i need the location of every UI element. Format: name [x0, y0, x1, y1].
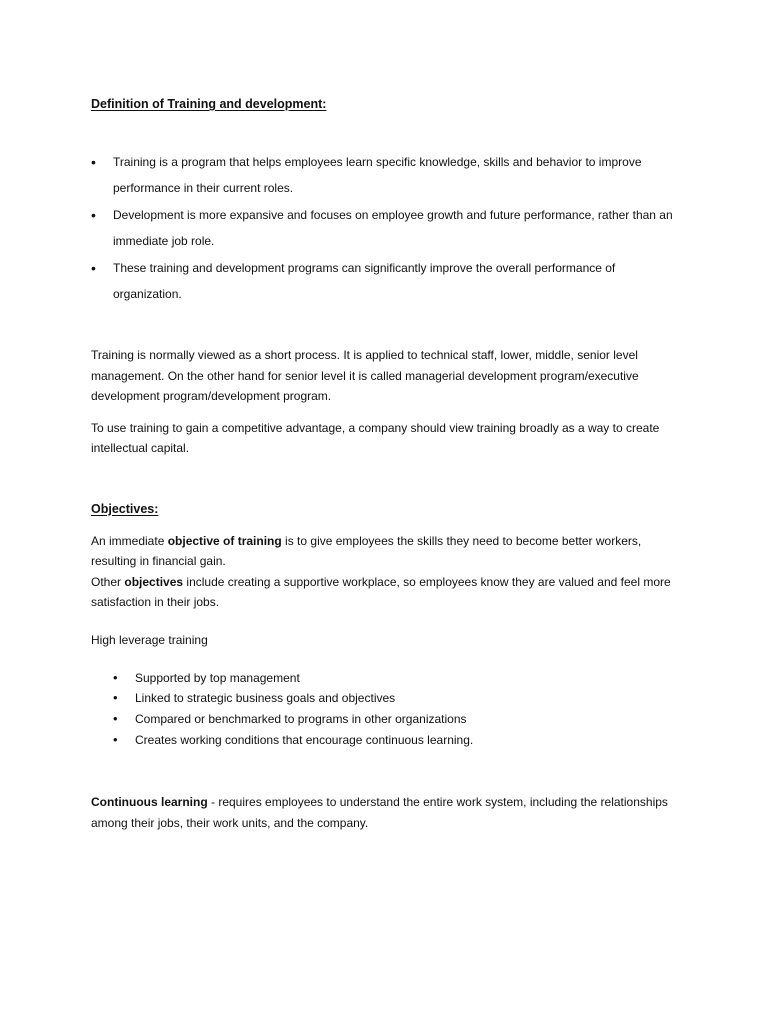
list-item: • Training is a program that helps employees learn specific knowledge, skills and behavior to improve performance in their current roles.: [91, 149, 681, 201]
list-item: • Supported by top management: [91, 668, 681, 689]
definition-bullet-list: [91, 149, 681, 307]
continuous-learning-term: Continuous learning: [91, 795, 208, 810]
list-item: • Linked to strategic business goals and objectives: [91, 688, 681, 709]
high-leverage-bullet-list: [91, 668, 681, 751]
paragraph-continuous-learning: Continuous learning - requires employees to understand the entire work system, including the relationships among their jobs, their work units, and the company.: [91, 795, 668, 830]
high-leverage-label: High leverage training: [91, 632, 208, 647]
list-item: • Development is more expansive and focuses on employee growth and future performance, rather than an immediate job role.: [91, 202, 681, 254]
document-content: [91, 96, 681, 833]
objectives-term: objectives: [124, 574, 184, 589]
list-item: • These training and development programs can significantly improve the overall performance of organization.: [91, 255, 681, 307]
paragraph-competitive-advantage: To use training to gain a competitive advantage, a company should view training broadly as a way to create intellectual capital.: [91, 420, 660, 455]
section-heading-objectives: Objectives:: [91, 501, 159, 516]
objective-2-text: Other objectives include creating a supportive workplace, so employees know they are valued and feel more satisfaction in their jobs.: [91, 574, 671, 609]
section-heading-definition: Definition of Training and development:: [91, 97, 327, 111]
list-item: • Compared or benchmarked to programs in other organizations: [91, 709, 681, 730]
paragraph-training-process: Training is normally viewed as a short process. It is applied to technical staff, lower, middle, senior level management. On the other hand for senior level it is called managerial development program/executive development program/development program.: [91, 348, 639, 403]
objective-term: objective of training: [167, 533, 282, 548]
objective-1-text: An immediate objective of training is to give employees the skills they need to become better workers, resulting in financial gain.: [91, 533, 642, 568]
paragraph-objectives: [91, 531, 681, 613]
list-item: • Creates working conditions that encourage continuous learning.: [91, 730, 681, 751]
